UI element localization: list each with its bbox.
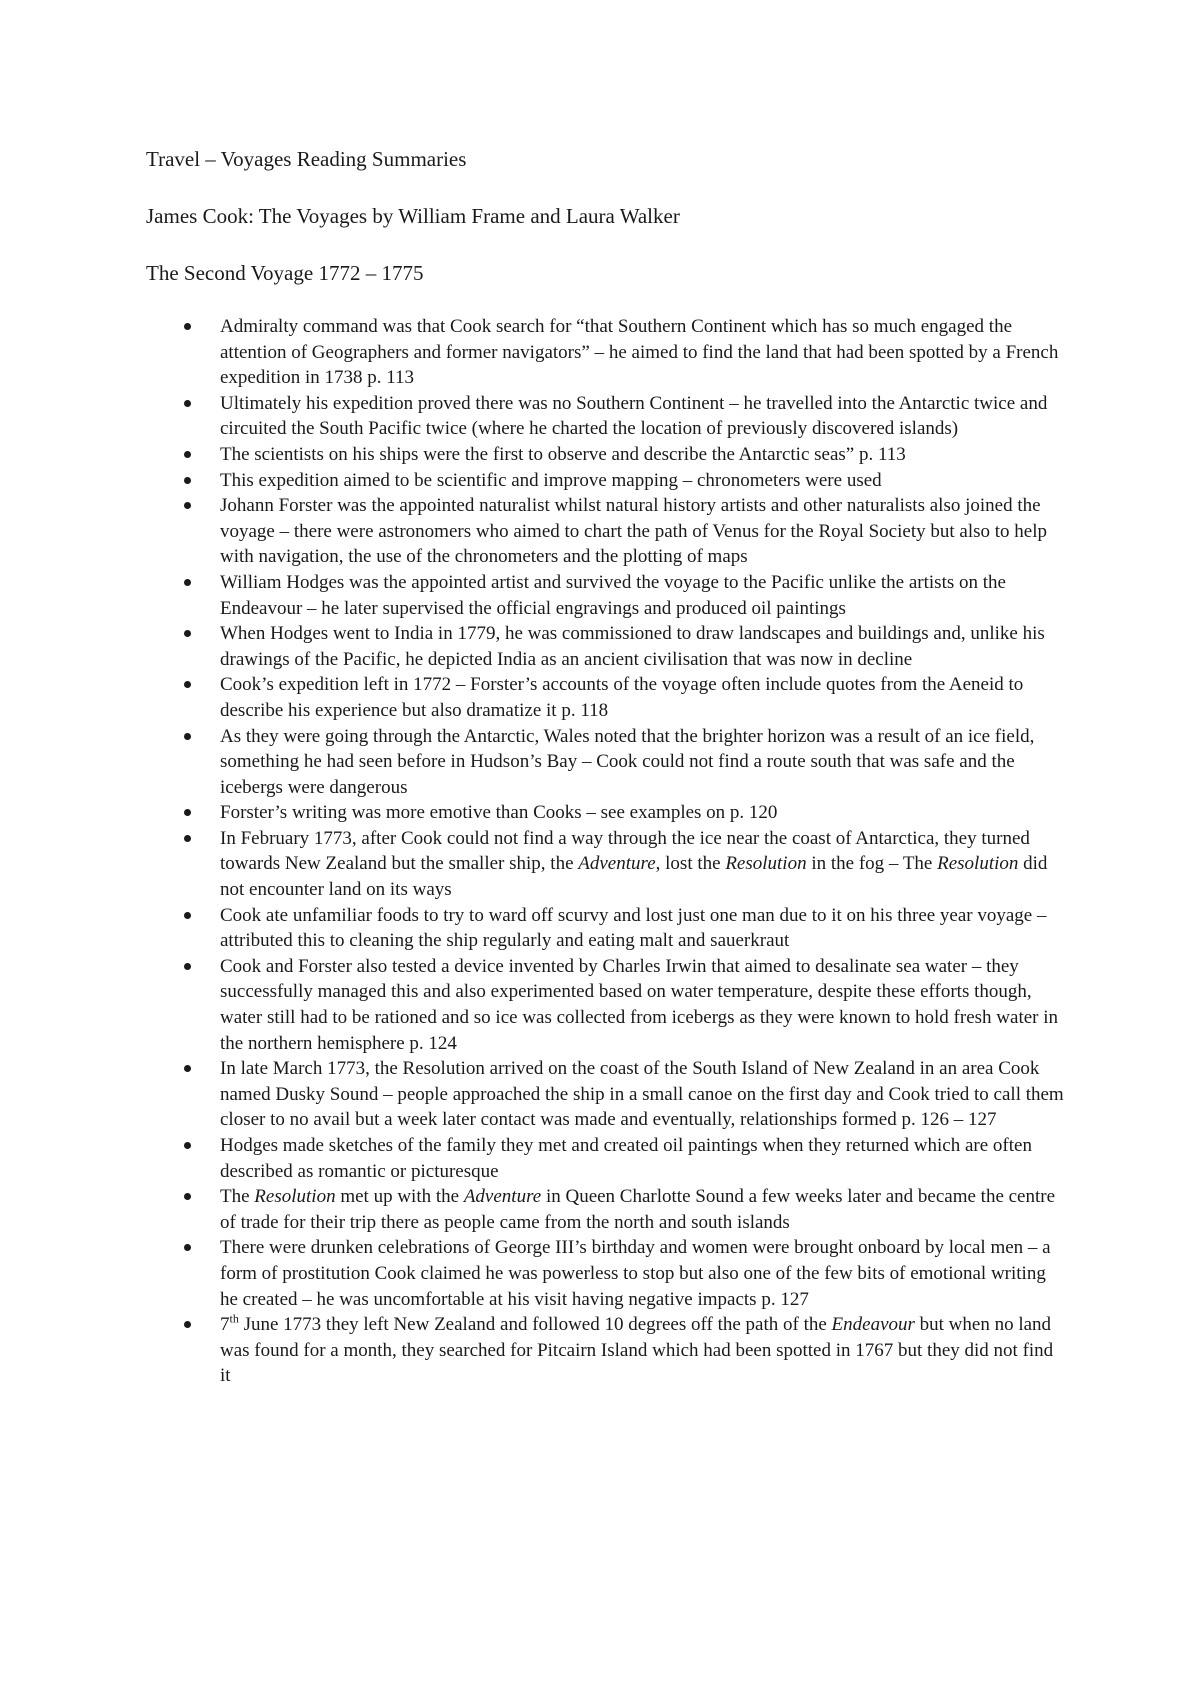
bullet-text [220, 570, 1066, 621]
bullet-dot-icon [184, 1065, 191, 1072]
bullet-text-segment: In February 1773, after Cook could not find a way through the ice near the coast of Antarctica, they turned towards New Zealand but the smaller ship, the [220, 827, 1030, 875]
bullet-text-segment: The [220, 1186, 255, 1208]
bullet-text-segment: Forster’s writing was more emotive than Cooks – see examples on p. 120 [220, 802, 778, 824]
summary-bullet-item [146, 1235, 1066, 1312]
summary-bullet-item [146, 493, 1066, 570]
summary-bullet-item [146, 314, 1066, 391]
italic-ship-name: Resolution [937, 853, 1019, 875]
summary-bullet-item [146, 621, 1066, 672]
summary-bullet-item [146, 391, 1066, 442]
bullet-text [220, 1312, 1066, 1389]
bullet-text [220, 1133, 1066, 1184]
bullet-text [220, 954, 1066, 1056]
summary-bullet-item [146, 800, 1066, 826]
bullet-text-segment: in the fog – The [806, 853, 938, 875]
bullet-text-segment: Hodges made sketches of the family they met and created oil paintings when they returned which are often described as romantic or picturesque [220, 1135, 1032, 1182]
italic-ship-name: Adventure [578, 853, 656, 875]
italic-ship-name: Adventure [463, 1186, 542, 1208]
bullet-text [220, 800, 1066, 826]
bullet-dot-icon [184, 400, 191, 407]
bullet-dot-icon [184, 323, 191, 330]
bullet-text-segment: did not encounter land on its ways [220, 853, 1048, 901]
document-title: Travel – Voyages Reading Summaries [146, 147, 467, 171]
italic-ship-name: Resolution [254, 1186, 336, 1208]
bullet-text-segment: met up with the [335, 1186, 464, 1208]
bullet-text-segment: Ultimately his expedition proved there was no Southern Continent – he travelled into the Antarctic twice and circuited the South Pacific twice (where he charted the location of previously discovered islands) [220, 392, 1048, 440]
bullet-text-segment: but when no land was found for a month, they searched for Pitcairn Island which had been spotted in 1767 but they did not find it [220, 1314, 1054, 1387]
bullet-dot-icon [184, 1193, 191, 1200]
bullet-text-segment: Cook and Forster also tested a device invented by Charles Irwin that aimed to desalinate sea water – they successfully managed this and also experimented based on water temperature, despite these efforts though, water still had to be rationed and so ice was collected from icebergs as they were known to hold fresh water in the northern hemisphere p. 124 [220, 955, 1059, 1054]
summary-bullet-item [146, 724, 1066, 801]
summary-bullet-item [146, 1184, 1066, 1235]
bullet-text-segment: There were drunken celebrations of George III’s birthday and women were brought onboard by local men – a form of prostitution Cook claimed he was powerless to stop but also one of the few bits of emotional writing he created – he was uncomfortable at his visit having negative impacts p. 127 [220, 1237, 1051, 1310]
bullet-text [220, 621, 1066, 672]
bullet-dot-icon [184, 733, 191, 740]
bullet-dot-icon [184, 963, 191, 970]
bullet-dot-icon [184, 912, 191, 919]
bullet-dot-icon [184, 681, 191, 688]
ordinal-suffix: th [229, 1311, 239, 1326]
summary-bullet-item [146, 672, 1066, 723]
bullet-text-segment: Cook’s expedition left in 1772 – Forster’s accounts of the voyage often include quotes from the Aeneid to describe his experience but also dramatize it p. 118 [220, 674, 1024, 721]
bullet-text [220, 468, 1066, 494]
bullet-dot-icon [184, 451, 191, 458]
italic-ship-name: Endeavour [831, 1314, 915, 1336]
summary-bullet-item [146, 1056, 1066, 1133]
summary-bullet-item [146, 570, 1066, 621]
bullet-dot-icon [184, 835, 191, 842]
bullet-text [220, 1184, 1066, 1235]
book-reference: James Cook: The Voyages by William Frame and Laura Walker [146, 204, 680, 228]
bullet-text-segment: William Hodges was the appointed artist and survived the voyage to the Pacific unlike the artists on the Endeavour – he later supervised the official engravings and produced oil paintings [220, 571, 1006, 619]
bullet-dot-icon [184, 809, 191, 816]
bullet-text-segment: The scientists on his ships were the first to observe and describe the Antarctic seas” p. 113 [220, 443, 906, 465]
bullet-dot-icon [184, 630, 191, 637]
bullet-text [220, 1056, 1066, 1133]
summary-bullet-item [146, 903, 1066, 954]
bullet-dot-icon [184, 1321, 191, 1328]
bullet-text-segment: Cook ate unfamiliar foods to try to ward off scurvy and lost just one man due to it on his three year voyage – attributed this to cleaning the ship regularly and eating malt and sauerkraut [220, 904, 1047, 952]
bullet-text-segment: 7 [220, 1314, 230, 1336]
bullet-text-segment: in Queen Charlotte Sound a few weeks later and became the centre of trade for their trip there as people came from the north and south islands [220, 1186, 1056, 1233]
bullet-text [220, 826, 1066, 903]
bullet-dot-icon [184, 1244, 191, 1251]
italic-ship-name: Resolution [725, 853, 807, 875]
summary-bullet-item [146, 442, 1066, 468]
bullet-dot-icon [184, 502, 191, 509]
summary-bullet-item [146, 1312, 1066, 1389]
bullet-text [220, 493, 1066, 570]
section-heading: The Second Voyage 1772 – 1775 [146, 261, 424, 285]
bullet-dot-icon [184, 477, 191, 484]
bullet-text [220, 314, 1066, 391]
bullet-text [220, 442, 1066, 468]
bullet-text-segment: When Hodges went to India in 1779, he was commissioned to draw landscapes and buildings and, unlike his drawings of the Pacific, he depicted India as an ancient civilisation that was now in decline [220, 623, 1045, 670]
bullet-text [220, 391, 1066, 442]
bullet-text-segment: June 1773 they left New Zealand and followed 10 degrees off the path of the [238, 1314, 832, 1336]
bullet-text [220, 1235, 1066, 1312]
summary-bullet-item [146, 826, 1066, 903]
bullet-text-segment: This expedition aimed to be scientific and improve mapping – chronometers were used [220, 469, 882, 491]
summary-bullet-item [146, 1133, 1066, 1184]
bullet-dot-icon [184, 579, 191, 586]
summary-bullet-item [146, 954, 1066, 1056]
bullet-text-segment: , lost the [655, 853, 726, 875]
bullet-text [220, 903, 1066, 954]
bullet-text-segment: As they were going through the Antarctic, Wales noted that the brighter horizon was a result of an ice field, something he had seen before in Hudson’s Bay – Cook could not find a route south that was safe and the icebergs were dangerous [220, 725, 1035, 798]
summary-bullet-list [146, 314, 1066, 1389]
bullet-text [220, 672, 1066, 723]
bullet-text [220, 724, 1066, 801]
summary-bullet-item [146, 468, 1066, 494]
bullet-text-segment: In late March 1773, the Resolution arrived on the coast of the South Island of New Zealand in an area Cook named Dusky Sound – people approached the ship in a small canoe on the first day and Cook tried to call them closer to no avail but a week later contact was made and eventually, relationships formed p. 126 – 127 [220, 1058, 1064, 1131]
bullet-dot-icon [184, 1142, 191, 1149]
bullet-text-segment: Admiralty command was that Cook search for “that Southern Continent which has so much engaged the attention of Geographers and former navigators” – he aimed to find the land that had been spotted by a French expedition in 1738 p. 113 [220, 316, 1059, 389]
bullet-text-segment: Johann Forster was the appointed naturalist whilst natural history artists and other naturalists also joined the voyage – there were astronomers who aimed to chart the path of Venus for the Royal Society but also to help with navigation, the use of the chronometers and the plotting of maps [220, 495, 1047, 568]
